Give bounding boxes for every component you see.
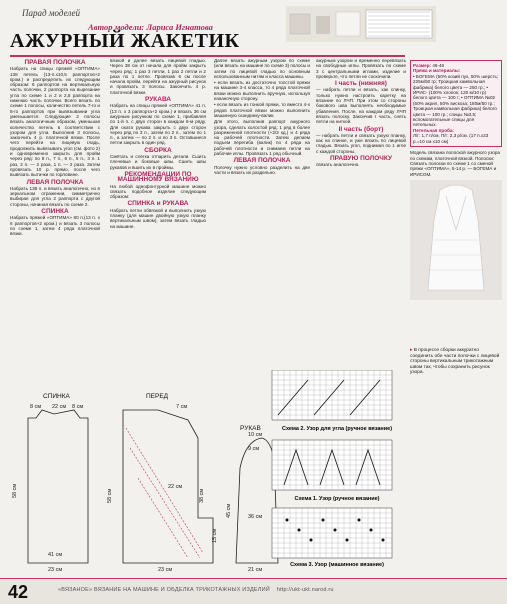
footer-publication: «ВЯЗАНОЕ» ВЯЗАНИЕ НА МАШИНЕ И ОБДЕЛКА ТРИКОТАЖНЫХ ИЗДЕЛИЙ xyxy=(58,587,270,593)
footer-url: http://ukt-ukt.narod.ru xyxy=(276,587,334,593)
gauge-text: Л/г: 1,7 п/см, П/г: 2,3 р/см. (17 п.x23 р.=10 см x10 см) xyxy=(413,133,489,144)
paragraph: связать аналогично. xyxy=(316,162,360,168)
section-heading: СБОРКА xyxy=(144,146,172,154)
scheme-1-caption: Схема 1. Узор (ручное вязание) xyxy=(294,496,380,502)
sleeve-label: РУКАВ xyxy=(240,425,261,432)
text-column-2 xyxy=(110,58,206,230)
paragraph: Полочку нужно условно разделить на две части и вязать их раздельно. xyxy=(214,164,310,175)
size-value: 46-48 xyxy=(432,63,445,68)
front-label: ПЕРЕД xyxy=(146,393,169,400)
photo-note: ▸ В процессе сборки аккуратно соединить обе части полочки с лицевой стороны вертикальным трикотажным швом так, чтобы сохранить рисунок узора. xyxy=(410,348,500,376)
materials-box xyxy=(410,60,502,147)
text-column-3 xyxy=(214,58,310,176)
dim-sleeve-bottom: 21 см xyxy=(248,567,263,573)
page-number: 42 xyxy=(8,582,29,602)
paragraph: • если вязать из тонкой пряжи, то вместо 4-х рядов платочной вязки можно выполнить машинную скандинку-валик. xyxy=(214,102,310,118)
dim-front-mid: 38 см xyxy=(199,488,205,503)
paragraph: вязкой и далее вязать лицевой гладью. Через 38 см от начала для пройм закрыть через ряд: 1 раз 3 петли, 1 раз 2 петли и 2 раза по 1 петле. Провязав 6 см после начала пройм, перейти на ажурный рисунок и провязать 3 полосы. Закончить 4 р. платочной вязки. xyxy=(110,58,206,95)
dim-front-lower: 22 см xyxy=(168,484,183,490)
dim-front-top: 7 см xyxy=(176,404,188,410)
section-heading: ЛЕВАЯ ПОЛОЧКА xyxy=(233,157,291,165)
paragraph: • если вязать из достаточно толстой пряжи на машине 3-4 класса, то 4 ряда платочной вязки можно выполнить вручную, используя изнаночную сторону. xyxy=(214,80,310,102)
text-column-4 xyxy=(316,58,406,169)
paragraph: Набрать пряжей «ОПТИМА» 80 п.(13 п. x 6 раппортов+2 кром.) и вязать 3 полосы по схеме 1, затем 4 ряда платочной вязки. xyxy=(10,215,100,237)
paragraph: ажурным узором и временно перевязать на свободные иглы. Провязать по схеме 3 с центральными иглами, изделие и проверьте, что петли не соскочили. xyxy=(316,58,406,79)
paragraph: Набрать 138 п. и вязать аналогично, но в зеркальном отражении, симметрично выбирая для угла 2 раппорта с другой стороны, начиная вязать по схеме 2. xyxy=(10,185,100,207)
dim-back-height: 58 см xyxy=(12,483,18,498)
scheme-2-caption: Схема 2. Узор для угла (ручное вязание) xyxy=(281,426,393,432)
dim-back-neck: 22 см xyxy=(52,404,67,410)
footer-text xyxy=(58,587,334,593)
yarn-label: Пряжа и материалы: xyxy=(413,68,461,74)
section-heading: ЛЕВАЯ ПОЛОЧКА xyxy=(26,178,84,186)
charts-grid xyxy=(268,370,406,570)
paragraph: Смётать и слегка отпарить детали. Сшить плечевые и боковые швы. Сшить швы рукавов и вшить их в проймы. xyxy=(110,154,206,170)
section-heading: РУКАВА xyxy=(144,96,172,104)
section-heading: ПРАВУЮ ПОЛОЧКУ xyxy=(329,155,393,163)
dim-front-height: 58 см xyxy=(107,488,113,503)
back-outline xyxy=(28,410,88,563)
dim-back-width: 41 см xyxy=(48,552,63,558)
model-photo xyxy=(410,180,502,300)
dim-sleeve-height: 45 см xyxy=(226,503,232,518)
knitting-charts xyxy=(268,370,406,570)
pattern-note: Модель связана полоской ажурного узора по схемам, платочной вязкой. Полоски: Связать полоски по схеме 1 со сменой пряжи «ОПТИМА», 5-14 р. — БОГЕМА и ИРИСОМ. xyxy=(410,150,500,177)
section-heading: II часть (борт) xyxy=(338,125,384,133)
paragraph: На любой однофонтурной машине можно связать подобное изделие следующим образом: xyxy=(110,183,206,200)
section-heading: СПИНКА xyxy=(41,208,69,216)
scheme-3-grid xyxy=(272,508,392,558)
materials-sidebar xyxy=(410,60,502,302)
scheme-1-grid xyxy=(272,440,392,490)
paragraph: Набрать петли обвязкой и выполнить узкую планку (для машин двойную узкую планку вертикальным швом), затем вязать гладью на машине. xyxy=(110,207,206,229)
dim-sleeve-cap: 9 см xyxy=(248,446,260,452)
dim-sleeve-width: 36 см xyxy=(248,514,263,520)
photo-note-text: В процессе сборки аккуратно соединить обе части полочки с лицевой стороны вертикальным трикотажным швом так, чтобы сохранить рисунок узора. xyxy=(410,348,500,376)
paragraph: Набрать на спицы пряжей «ОПТИМА» 41 п. (13 п. x 3 раппорта+2 кром.) и вязать 36 см ажурным рисунком по схеме 1, прибавляя по 1-й п. с двух сторон в каждом 6-м ряду. Для оката рукава закрыть с двух сторон через ряд по 3 п., затем по 2 п., затем по 1 п., а затем — по 2 п. и по 3 п. Оставшиеся петли закрыть в один ряд. xyxy=(110,103,206,146)
author-label: Автор модели: Лариса Игнатова xyxy=(88,22,213,32)
dim-back-bottom: 23 см xyxy=(48,567,63,573)
front-guide-lines xyxy=(126,428,203,558)
section-heading: I часть (нижняя) xyxy=(335,80,387,88)
gauge-label: Петельная проба: xyxy=(413,127,454,133)
paragraph: Для этого, выполнив раппорт ажурного узора, сделать холостой ряд: 1 ряд в более разреженной плотности (+2/3 кд.) и 4 ряда на рабочей плотности. Затем делаем подъем перегиба (валик) по 4 ряда на рабочей плотности и снимаем петли на рабочие иглы. Провязать 1 ряд обычный. xyxy=(214,119,310,157)
section-heading: СПИНКА и РУКАВА xyxy=(127,200,189,208)
dim-back-top: 8 см xyxy=(30,404,42,410)
dim-front-bottom: 23 см xyxy=(158,567,173,573)
dim-back-shoulder: 8 см xyxy=(72,404,84,410)
section-heading: РЕКОМЕНДАЦИИ ПО МАШИННОМУ ВЯЗАНИЮ xyxy=(117,170,199,184)
back-label: СПИНКА xyxy=(43,393,70,400)
paragraph: — набрать петли и связать узкую планку, как на спинке, и уже вязать по лицевой гладью. Вязать угол, поднимая по 1 игле с каждой стороны. xyxy=(316,132,406,154)
scheme-2-grid xyxy=(272,370,392,420)
paragraph: — набрать петли и вязать, как спинку, только нужно настроить каретку на вязание по ЛЧП. При этом со стороны бокового шва выполнять необходимые убавления. После, на каждом ряду ЛЧП вязать полоску. Закончив I часть, снять петли на ниткой. xyxy=(316,87,406,125)
size-label: Размер: xyxy=(413,63,432,68)
rubric-label: Парад моделей xyxy=(22,8,81,18)
header-photo-strip xyxy=(286,6,436,42)
page-title: АЖУРНЫЙ ЖАКЕТИК xyxy=(10,30,240,52)
scheme-3-caption: Схема 3. Узор (машинное вязание) xyxy=(290,562,384,568)
title-divider xyxy=(10,55,405,57)
paragraph: Далее вязать ажурным узором по схеме (или вязать на машине по схеме 3) полосы и затем по лицевой гладью по основным использованным нитям и класса машины. xyxy=(214,58,310,79)
paragraph: Набрать на спицы пряжей «ОПТИМА» 138 петель (13-п.x10,5 раппортов+2 кром.) и распределить их следующим образом: 6 раппортов на вертикальную часть полочки, 2 раппорта на вырезание угла по схеме 1 и 2 и 2,5 раппорта на нижнюю часть полочки. Всего вязать по схеме 1 полосы, количество петель 7-го и 8-го раппортов при вывязывании угла уменьшается. Следующие 2 полосы вязать аналогичным образом, уменьшая количество петель в соответствии с узором для угла. Выполнив 3 полосы, закончить 4 р. платочной вязки. После чего перейти на лицевую гладь, продолжить вывязывать угол (см. фото 2) и одновременно закрыть для пройм через ряд: по 8 п., 7 п., 6 п., 5 п., 3 п. 1 раз, 2 п. — 2 раза, 1 п. — 2 раза. Затем провязать 10 р. прямо, после чего вывязать вытачки по горловине. xyxy=(10,66,100,178)
yarn-text: • БОГЕМА (50% козий пух, 50% шерсть; 225м/50 гр; Троицкая камвольная фабрика) белого цвета — 250 гр.; • ИРИС- (100% хлопок; 120 м/10 гр) белого цвета — 100 г; • ОПТИМА №02 (50% акрил, 50% вискоза; 180м/50 гр.; Троицкая камвольная фабрика) белого цвета — 100 гр.; спицы №3,5; вспомогательные спицы для петельных. xyxy=(413,73,499,128)
text-column-1 xyxy=(10,58,100,238)
dim-sleeve-top: 10 см xyxy=(248,432,263,438)
section-heading: ПРАВАЯ ПОЛОЧКА xyxy=(24,59,86,66)
dim-front-side: 15 см xyxy=(212,528,218,543)
